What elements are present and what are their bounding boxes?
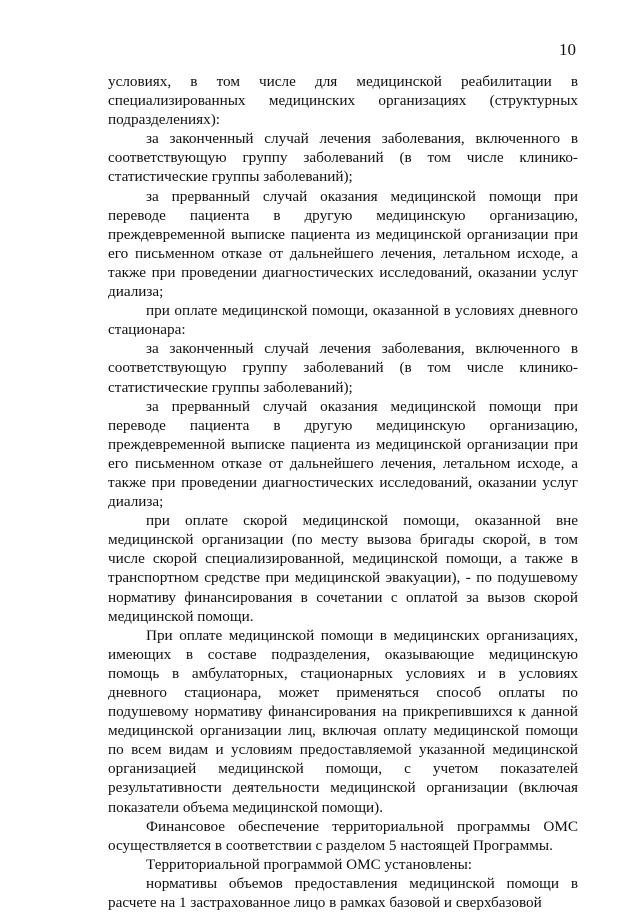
paragraph: Территориальной программой ОМС установлены: [146,855,473,873]
paragraph: за прерванный случай оказания медицинской помощи при переводе пациента в другую медицинскую организацию, преждевременной выписке пациента из медицинской организации при его письменном отказе от дальнейшего лечения, летальном исходе, а также при проведении диагностических исследований, оказании услуг диализа; [108,397,578,511]
paragraph: за законченный случай лечения заболевания, включенного в соответствующую группу заболеваний (в том числе клинико-статистические группы заболеваний); [108,340,578,396]
paragraph: при оплате медицинской помощи, оказанной в условиях дневного стационара: [108,302,578,339]
document-body [108,72,578,912]
paragraph: за прерванный случай оказания медицинской помощи при переводе пациента в другую медицинскую организацию, преждевременной выписке пациента из медицинской организации при его письменном отказе от дальнейшего лечения, летальном исходе, а также при проведении диагностических исследований, оказании услуг диализа; [108,187,578,301]
paragraph: условиях, в том числе для медицинской реабилитации в специализированных медицинских организациях (структурных подразделениях): [108,73,578,129]
page-number: 10 [559,40,576,59]
paragraph: при оплате скорой медицинской помощи, оказанной вне медицинской организации (по месту вызова бригады скорой, в том числе скорой специализированной, медицинской помощи, а также в транспортном средстве при медицинской эвакуации), - по подушевому нормативу финансирования в сочетании с оплатой за вызов скорой медицинской помощи. [108,512,578,625]
paragraph: за законченный случай лечения заболевания, включенного в соответствующую группу заболеваний (в том числе клинико-статистические группы заболеваний); [108,130,578,186]
paragraph: Финансовое обеспечение территориальной программы ОМС осуществляется в соответствии с разделом 5 настоящей Программы. [108,817,578,854]
paragraph: При оплате медицинской помощи в медицинских организациях, имеющих в составе подразделения, оказывающие медицинскую помощь в амбулаторных, стационарных условиях и в условиях дневного стационара, может применяться способ оплаты по подушевому нормативу финансирования на прикрепившихся к данной медицинской организации лиц, включая оплату медицинской помощи по всем видам и условиям предоставляемой указанной медицинской организацией медицинской помощи, с учетом показателей результативности деятельности медицинской организации (включая показатели объема медицинской помощи). [108,626,578,816]
paragraph: нормативы объемов предоставления медицинской помощи в расчете на 1 застрахованное лицо в рамках базовой и сверхбазовой [108,874,578,912]
